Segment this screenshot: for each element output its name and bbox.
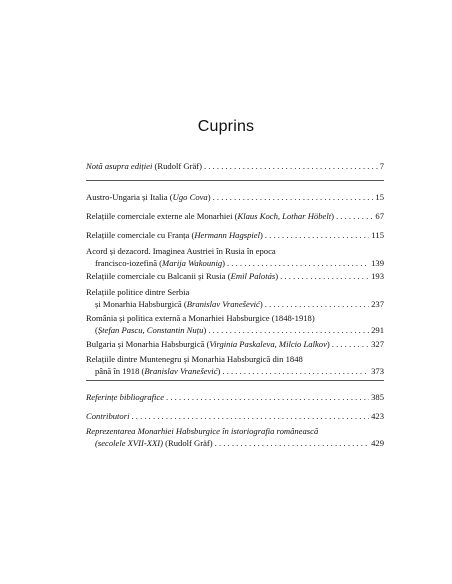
toc-text: Relațiile comerciale externe ale Monarhiei ( xyxy=(86,211,238,221)
toc-entry-line xyxy=(86,192,384,204)
toc-text-italic: Ugo Cova xyxy=(172,192,208,202)
dot-leader xyxy=(204,161,378,173)
toc-page-number: 67 xyxy=(375,211,384,221)
toc-entry-text xyxy=(86,313,315,325)
toc-text: ) xyxy=(207,192,211,202)
toc-entry[interactable] xyxy=(86,192,384,204)
toc-entry-line xyxy=(86,299,384,311)
toc-entry[interactable] xyxy=(86,230,384,242)
toc-entry[interactable] xyxy=(86,246,384,269)
dot-leader xyxy=(227,258,369,270)
toc-text: Austro-Ungaria și Italia ( xyxy=(86,192,173,202)
toc-text: francisco-iozefină ( xyxy=(95,257,163,268)
toc-entry[interactable] xyxy=(86,426,384,449)
toc-entry-text xyxy=(86,339,330,351)
toc-page-number: 237 xyxy=(371,298,384,309)
toc-text-italic: Marija Wakounig xyxy=(162,257,223,268)
toc-entry-line xyxy=(86,287,384,299)
dot-leader xyxy=(265,299,369,311)
toc-entry-line xyxy=(86,366,384,378)
toc-text: ( xyxy=(95,324,98,335)
toc-page-number: 115 xyxy=(371,230,384,240)
toc-text: și Monarhia Habsburgică ( xyxy=(95,298,187,309)
toc-entry-line xyxy=(86,258,384,270)
toc-page-number: 385 xyxy=(371,392,384,402)
dot-leader xyxy=(336,211,373,223)
toc-entry-text xyxy=(86,411,129,423)
toc-text: ) xyxy=(331,211,334,221)
toc-entry-text xyxy=(86,271,278,283)
toc-text-italic: Branislav Vranešević xyxy=(144,365,218,376)
toc-text: Bulgaria și Monarhia Habsburgică ( xyxy=(86,339,210,349)
dot-leader xyxy=(166,392,369,404)
toc-text: Relațiile politice dintre Serbia xyxy=(86,287,190,297)
toc-text-italic: Branislav Vranešević xyxy=(186,298,260,309)
dot-leader xyxy=(280,271,369,283)
dot-leader xyxy=(213,192,374,204)
toc-entry[interactable] xyxy=(86,271,384,283)
toc-text-italic: Hermann Hagspiel xyxy=(194,230,260,240)
toc-text-italic: Reprezentarea Monarhiei Habsburgice în istoriografia românească xyxy=(86,426,319,436)
toc-entry-text xyxy=(86,426,318,438)
toc-text: ) xyxy=(259,230,263,240)
toc-page-number: 327 xyxy=(371,339,384,349)
toc-entry[interactable] xyxy=(86,354,384,377)
toc-page-number: 429 xyxy=(371,437,384,448)
dot-leader xyxy=(131,411,369,423)
toc-page-number: 291 xyxy=(371,324,384,335)
dot-leader xyxy=(208,325,369,337)
toc-entry-line xyxy=(86,392,384,404)
toc-text: (Rudolf Gräf) xyxy=(163,437,213,448)
toc-entry[interactable] xyxy=(86,211,384,223)
toc-entry-text xyxy=(95,325,206,337)
toc-entry-text xyxy=(86,211,334,223)
toc-page-number: 139 xyxy=(371,257,384,268)
dot-leader xyxy=(222,366,369,378)
toc-page-number: 373 xyxy=(371,365,384,376)
toc-text-italic: Contributori xyxy=(86,411,130,421)
toc-text-italic: Emil Palotás xyxy=(230,271,276,281)
toc-page-number: 193 xyxy=(371,271,384,281)
toc-text-italic: Referințe bibliografice xyxy=(86,392,165,402)
toc-text-italic: Klaus Koch, Lothar Höbelt xyxy=(237,211,332,221)
toc-entry-line xyxy=(86,161,384,173)
toc-entry-text xyxy=(86,161,202,173)
toc-entry-text xyxy=(86,230,263,242)
toc-entry-line xyxy=(86,438,384,450)
toc-entry-line xyxy=(86,325,384,337)
toc-entry[interactable] xyxy=(86,313,384,336)
toc-entry[interactable] xyxy=(86,161,384,173)
toc-entry[interactable] xyxy=(86,392,384,404)
toc-text: ) xyxy=(217,365,221,376)
toc-entry[interactable] xyxy=(86,411,384,423)
toc-entry-text xyxy=(95,258,225,270)
toc-text: ) xyxy=(259,298,263,309)
toc-text-italic: Notă asupra ediției xyxy=(86,161,153,171)
toc-entry-text xyxy=(86,192,211,204)
dot-leader xyxy=(215,438,369,450)
toc-page-number: 7 xyxy=(379,161,384,171)
toc-entry-line xyxy=(86,354,384,366)
toc-text: Relațiile comerciale cu Franța ( xyxy=(86,230,195,240)
toc-entry-text xyxy=(95,366,220,378)
dot-leader xyxy=(265,230,370,242)
toc-entry-text xyxy=(95,299,263,311)
toc-entry-line xyxy=(86,426,384,438)
toc-text: Relațiile dintre Muntenegru și Monarhia Habsburgică din 1848 xyxy=(86,354,303,364)
toc-entry-line xyxy=(86,211,384,223)
toc-entry-text xyxy=(86,287,189,299)
toc-text: ) xyxy=(222,257,225,268)
section-divider xyxy=(86,380,384,381)
toc-text: Relațiile comerciale cu Balcanii și Rusia ( xyxy=(86,271,231,281)
toc-entry-line xyxy=(86,339,384,351)
dot-leader xyxy=(332,339,369,351)
toc-entry-text xyxy=(86,392,164,404)
toc-text: ) xyxy=(203,324,207,335)
toc-entry-line xyxy=(86,313,384,325)
toc-text: Acord și dezacord. Imaginea Austriei în Rusia în epoca xyxy=(86,246,276,256)
toc-text: (Rudolf Gräf) xyxy=(152,161,203,171)
toc-entry[interactable] xyxy=(86,339,384,351)
toc-text: ) xyxy=(275,271,279,281)
toc-text-italic: Ștefan Pascu, Constantin Nuțu xyxy=(97,324,204,335)
toc-entry-text xyxy=(86,354,303,366)
toc-entry-line xyxy=(86,411,384,423)
toc-entry-text xyxy=(86,246,276,258)
toc-text-italic: (secolele XVII-XXI) xyxy=(95,437,163,448)
toc-entry[interactable] xyxy=(86,287,384,310)
toc-entry-line xyxy=(86,271,384,283)
toc-entry-text xyxy=(95,438,213,450)
toc-text: ) xyxy=(326,339,330,349)
toc-entry-line xyxy=(86,230,384,242)
toc-page-number: 15 xyxy=(375,192,384,202)
toc-entry-line xyxy=(86,246,384,258)
toc-text: până în 1918 ( xyxy=(95,365,145,376)
page-title: Cuprins xyxy=(197,118,255,135)
toc-text: România și politica externă a Monarhiei Habsburgice (1848-1918) xyxy=(86,313,315,323)
toc-text-italic: Virginia Paskaleva, Milcio Lalkov xyxy=(209,339,327,349)
section-divider xyxy=(86,180,384,181)
toc-page-number: 423 xyxy=(371,411,384,421)
